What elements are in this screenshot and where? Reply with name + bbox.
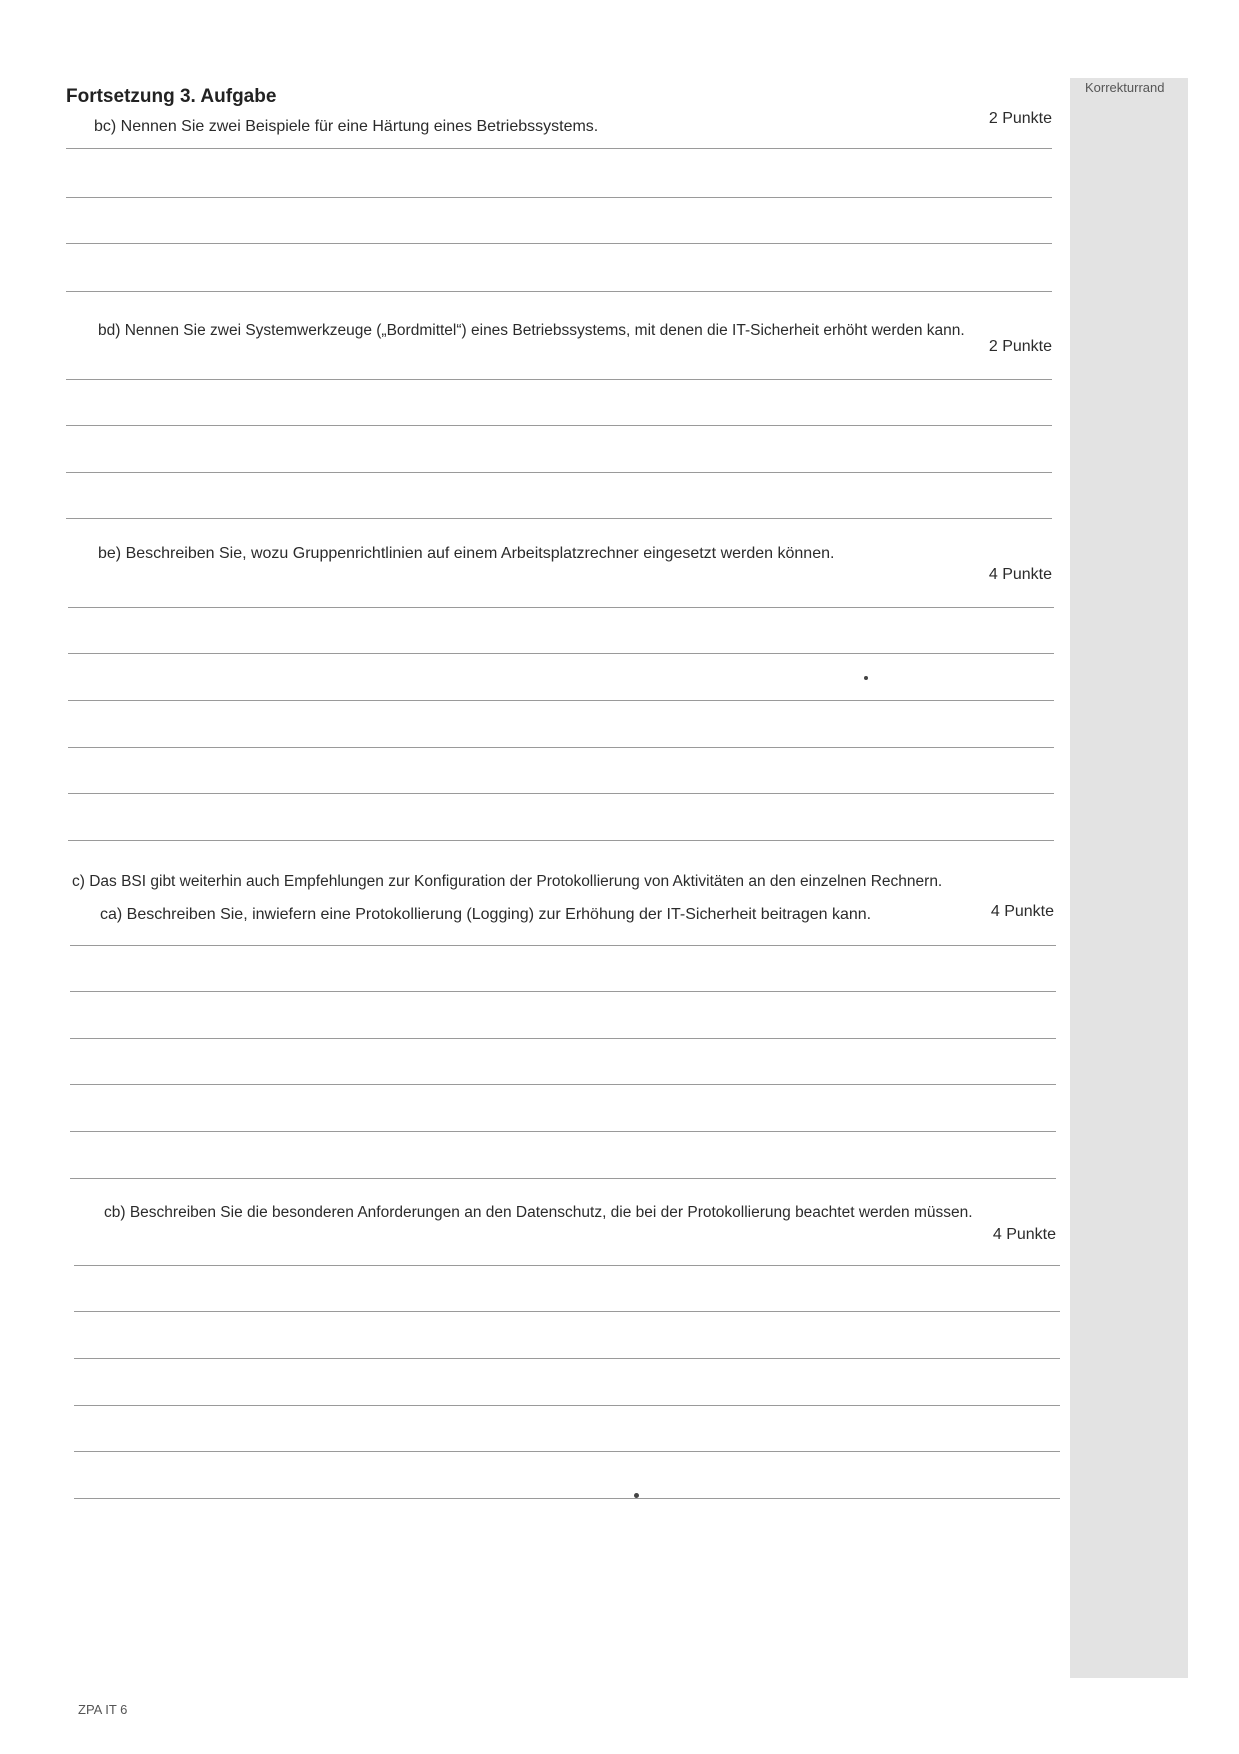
points-cb: 4 Punkte (992, 1226, 1056, 1243)
points-ca: 4 Punkte (990, 903, 1054, 920)
correction-margin-label: Korrekturrand (1085, 80, 1165, 95)
page-footer: ZPA IT 6 (78, 1702, 128, 1717)
answer-line[interactable] (66, 379, 1052, 380)
answer-line[interactable] (70, 991, 1056, 992)
question-ca: ca) Beschreiben Sie, inwiefern eine Protokollierung (Logging) zur Erhöhung der IT-Sicherheit beitragen kann. (100, 906, 872, 923)
answer-line[interactable] (68, 840, 1054, 841)
answer-line[interactable] (68, 793, 1054, 794)
answer-line[interactable] (66, 243, 1052, 244)
answer-line[interactable] (68, 747, 1054, 748)
points-be: 4 Punkte (988, 566, 1052, 583)
answer-line[interactable] (68, 607, 1054, 608)
question-be: be) Beschreiben Sie, wozu Gruppenrichtlinien auf einem Arbeitsplatzrechner eingesetzt werden können. (98, 545, 835, 562)
answer-line[interactable] (70, 1084, 1056, 1085)
question-c: c) Das BSI gibt weiterhin auch Empfehlungen zur Konfiguration der Protokollierung von Aktivitäten an den einzelnen Rechnern. (72, 873, 943, 890)
answer-line[interactable] (68, 653, 1054, 654)
question-bc: bc) Nennen Sie zwei Beispiele für eine Härtung eines Betriebssystems. (94, 118, 599, 135)
answer-line[interactable] (74, 1265, 1060, 1266)
question-bd: bd) Nennen Sie zwei Systemwerkzeuge („Bordmittel“) eines Betriebssystems, mit denen die IT-Sicherheit erhöht werden kann. (98, 322, 965, 339)
speck (864, 676, 868, 680)
answer-line[interactable] (70, 945, 1056, 946)
question-cb: cb) Beschreiben Sie die besonderen Anforderungen an den Datenschutz, die bei der Protokollierung beachtet werden müssen. (104, 1204, 973, 1221)
answer-line[interactable] (66, 148, 1052, 149)
answer-line[interactable] (74, 1451, 1060, 1452)
answer-line[interactable] (66, 472, 1052, 473)
answer-line[interactable] (74, 1405, 1060, 1406)
answer-line[interactable] (66, 425, 1052, 426)
speck (634, 1493, 639, 1498)
answer-line[interactable] (74, 1311, 1060, 1312)
answer-line[interactable] (70, 1131, 1056, 1132)
answer-line[interactable] (66, 291, 1052, 292)
answer-line[interactable] (74, 1498, 1060, 1499)
points-bc: 2 Punkte (988, 110, 1052, 127)
correction-margin (1070, 78, 1188, 1678)
answer-line[interactable] (70, 1178, 1056, 1179)
answer-line[interactable] (66, 197, 1052, 198)
answer-line[interactable] (70, 1038, 1056, 1039)
answer-line[interactable] (66, 518, 1052, 519)
page-heading: Fortsetzung 3. Aufgabe (66, 86, 277, 107)
answer-line[interactable] (68, 700, 1054, 701)
points-bd: 2 Punkte (988, 338, 1052, 355)
answer-line[interactable] (74, 1358, 1060, 1359)
